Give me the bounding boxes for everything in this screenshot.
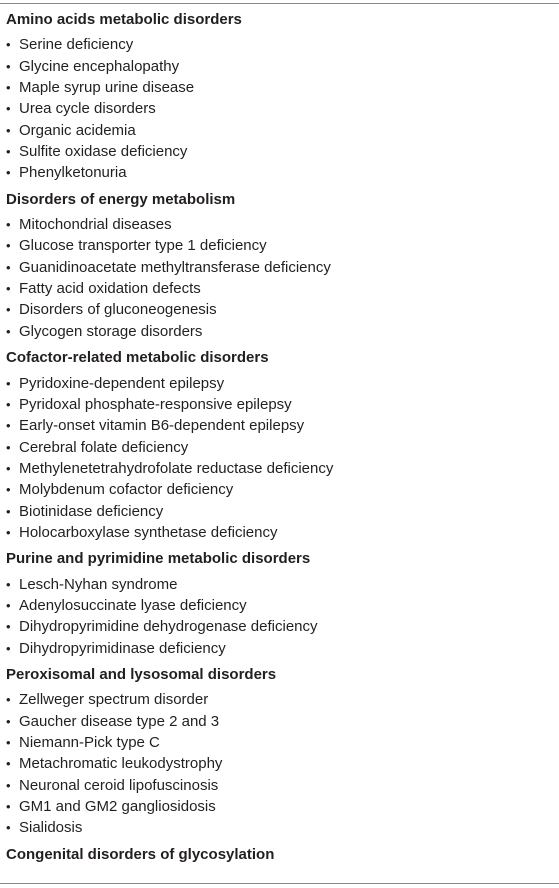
- disorder-list-item: [0, 595, 559, 616]
- disorder-name: Niemann-Pick type C: [19, 734, 160, 751]
- disorder-name: Glycine encephalopathy: [19, 57, 180, 75]
- disorder-list-item: [0, 278, 559, 299]
- bullet-icon: •: [6, 58, 11, 74]
- disorder-name: Adenylosuccinate lyase deficiency: [19, 596, 247, 614]
- disorder-name: Early-onset vitamin B6-dependent epilepsy: [19, 417, 305, 435]
- disorder-name: Glycogen storage disorders: [19, 322, 203, 340]
- disorder-list-item: [0, 732, 559, 753]
- bullet-icon: •: [6, 640, 11, 656]
- table-top-rule: [0, 3, 559, 4]
- bullet-icon: •: [6, 503, 11, 519]
- disorder-name: Sulfite oxidase deficiency: [19, 143, 188, 161]
- disorder-name: Guanidinoacetate methyltransferase deficiency: [19, 258, 331, 276]
- disorder-list-item: [0, 711, 559, 732]
- bullet-icon: •: [6, 713, 11, 729]
- bullet-icon: •: [6, 80, 11, 96]
- disorder-name: Organic acidemia: [19, 121, 136, 139]
- disorder-name: Pyridoxine-dependent epilepsy: [19, 374, 225, 392]
- disorder-list-item: [0, 796, 559, 817]
- disorder-name: Sialidosis: [19, 819, 83, 837]
- category-heading: Peroxisomal and lysosomal disorders: [6, 665, 277, 683]
- bullet-icon: •: [6, 396, 11, 412]
- disorder-category: [0, 9, 559, 184]
- bullet-icon: •: [6, 101, 11, 117]
- table-content: [0, 9, 559, 865]
- disorder-list: [0, 689, 559, 838]
- disorder-list-item: [0, 394, 559, 415]
- bullet-icon: •: [6, 820, 11, 836]
- bullet-icon: •: [6, 144, 11, 160]
- disorder-name: Phenylketonuria: [19, 164, 127, 182]
- disorder-name: Molybdenum cofactor deficiency: [19, 481, 234, 499]
- disorder-name: Zellweger spectrum disorder: [19, 691, 209, 709]
- disorder-category: [0, 844, 559, 865]
- disorder-name: Methylenetetrahydrofolate reductase deficiency: [19, 459, 334, 477]
- bullet-icon: •: [6, 323, 11, 339]
- disorder-list-item: [0, 321, 559, 342]
- disorder-list-item: [0, 373, 559, 394]
- category-heading: Amino acids metabolic disorders: [6, 11, 242, 28]
- disorder-name: Biotinidase deficiency: [19, 502, 164, 520]
- category-heading: Cofactor-related metabolic disorders: [6, 349, 269, 367]
- disorder-list-item: [0, 638, 559, 659]
- disorder-name: Fatty acid oxidation defects: [19, 280, 201, 298]
- bullet-icon: •: [6, 597, 11, 613]
- category-heading: Disorders of energy metabolism: [6, 190, 236, 208]
- disorder-list-item: [0, 775, 559, 796]
- bullet-icon: •: [6, 576, 11, 592]
- bullet-icon: •: [6, 482, 11, 498]
- disorder-name: Serine deficiency: [19, 36, 134, 54]
- disorder-list-item: [0, 458, 559, 479]
- disorder-name: Gaucher disease type 2 and 3: [19, 712, 220, 730]
- disorder-list-item: [0, 56, 559, 77]
- disorder-list-item: [0, 689, 559, 710]
- disorder-list-item: [0, 522, 559, 543]
- disorder-list-item: [0, 479, 559, 500]
- disorder-name: Holocarboxylase synthetase deficiency: [19, 523, 278, 541]
- bullet-icon: •: [6, 619, 11, 635]
- disorder-list-item: [0, 235, 559, 256]
- disorder-name: Metachromatic leukodystrophy: [19, 755, 223, 773]
- bullet-icon: •: [6, 735, 11, 750]
- bullet-icon: •: [6, 692, 11, 708]
- bullet-icon: •: [6, 375, 11, 391]
- disorder-category: [0, 664, 559, 839]
- disorder-name: Cerebral folate deficiency: [19, 438, 189, 456]
- disorder-list-item: [0, 753, 559, 774]
- disorder-list: [0, 34, 559, 183]
- bullet-icon: •: [6, 418, 11, 434]
- disorder-list-item: [0, 77, 559, 98]
- disorder-name: Neuronal ceroid lipofuscinosis: [19, 776, 219, 794]
- bullet-icon: •: [6, 460, 11, 476]
- disorder-list: [0, 214, 559, 342]
- disorder-list-item: [0, 34, 559, 55]
- bullet-icon: •: [6, 37, 11, 53]
- disorder-list-item: [0, 162, 559, 183]
- disorder-category: [0, 189, 559, 342]
- disorder-category: [0, 548, 559, 659]
- disorder-list-item: [0, 437, 559, 458]
- disorder-name: Maple syrup urine disease: [19, 79, 195, 97]
- disorder-list: [0, 574, 559, 659]
- disorder-name: GM1 and GM2 gangliosidosis: [19, 798, 216, 816]
- bullet-icon: •: [6, 259, 11, 275]
- bullet-icon: •: [6, 756, 11, 772]
- disorder-name: Mitochondrial diseases: [19, 216, 172, 234]
- disorder-list-item: [0, 299, 559, 320]
- bullet-icon: •: [6, 165, 11, 181]
- disorder-name: Urea cycle disorders: [19, 100, 156, 118]
- disorder-list-item: [0, 120, 559, 141]
- table-bottom-rule: [0, 883, 559, 884]
- disorder-list-item: [0, 616, 559, 637]
- disorder-name: Lesch-Nyhan syndrome: [19, 575, 178, 593]
- disorder-list-item: [0, 817, 559, 838]
- disorder-list-item: [0, 141, 559, 162]
- disorder-list-item: [0, 214, 559, 235]
- disorder-name: Dihydropyrimidinase deficiency: [19, 639, 226, 657]
- category-heading: Purine and pyrimidine metabolic disorders: [6, 550, 311, 568]
- disorder-list-item: [0, 501, 559, 522]
- bullet-icon: •: [6, 439, 11, 455]
- bullet-icon: •: [6, 799, 11, 815]
- disorder-name: Dihydropyrimidine dehydrogenase deficiency: [19, 618, 318, 636]
- disorder-list-item: [0, 415, 559, 436]
- disorder-name: Disorders of gluconeogenesis: [19, 301, 217, 319]
- disorder-list-item: [0, 98, 559, 119]
- disorder-list-item: [0, 574, 559, 595]
- bullet-icon: •: [6, 238, 11, 254]
- category-heading: Congenital disorders of glycosylation: [6, 845, 275, 863]
- bullet-icon: •: [6, 281, 11, 297]
- disorder-name: Glucose transporter type 1 deficiency: [19, 237, 267, 255]
- bullet-icon: •: [6, 122, 11, 138]
- bullet-icon: •: [6, 524, 11, 540]
- bullet-icon: •: [6, 302, 11, 318]
- bullet-icon: •: [6, 777, 11, 793]
- disorder-name: Pyridoxal phosphate-responsive epilepsy: [19, 395, 292, 413]
- disorder-list: [0, 373, 559, 544]
- bullet-icon: •: [6, 217, 11, 233]
- disorder-category: [0, 347, 559, 543]
- disorder-list-item: [0, 257, 559, 278]
